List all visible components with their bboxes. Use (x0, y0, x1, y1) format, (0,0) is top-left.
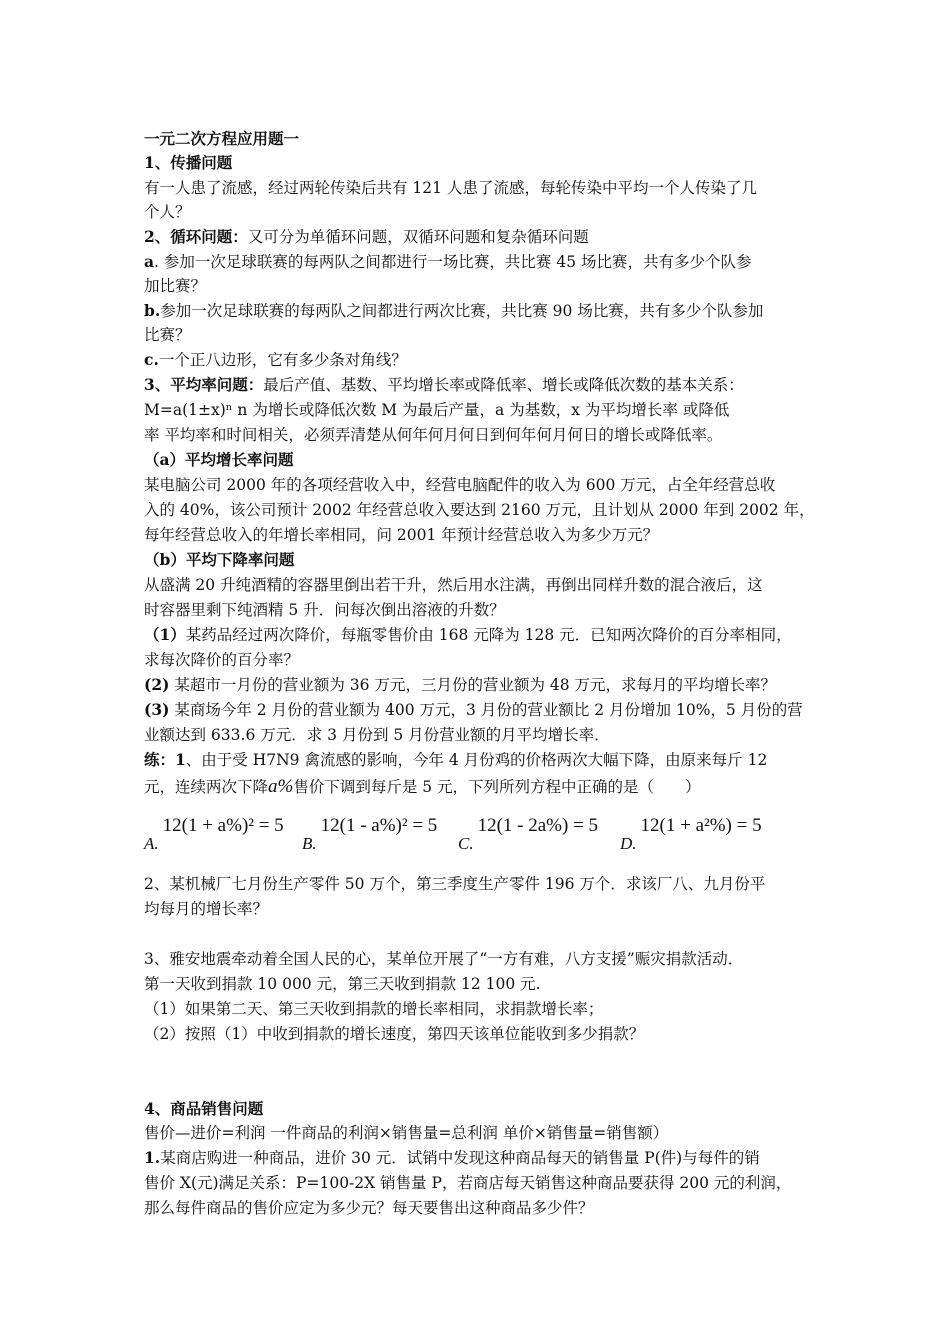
exercise-1 (144, 748, 767, 772)
section-2-desc: 又可分为单循环问题，双循环问题和复杂循环问题 (247, 228, 589, 246)
exercise-3-text: 3、雅安地震牵动着全国人民的心，某单位开展了“一方有难，八方支援”赈灾捐款活动． (144, 950, 744, 968)
exercise-2-text: 均每月的增长率？ (144, 900, 269, 918)
option-d[interactable] (620, 815, 762, 853)
question-3-text: 某商场今年 2 月份的营业额为 400 万元，3 月份的营业额比 2 月份增加 10%，5 月份的营 (169, 701, 803, 719)
section-3-heading: 3、平均率问题： (144, 375, 264, 394)
question-3-text: 业额达到 633.6 万元．求 3 月份到 5 月份营业额的月平均增长率． (144, 726, 610, 744)
subheading-growth: （a）平均增长率问题 (144, 450, 294, 469)
question-3 (144, 698, 803, 722)
section-1-text: 个人？ (144, 203, 191, 221)
option-equation: 12(1 - 2a%) = 5 (477, 815, 599, 836)
question-2-text: 某超市一月份的营业额为 36 万元，三月份的营业额为 48 万元，求每月的平均增长率？ (169, 676, 777, 694)
section-1-text: 有一人患了流感，经过两轮传染后共有 121 人患了流感，每轮传染中平均一个人传染了几 (144, 179, 757, 197)
sales-question (144, 1146, 760, 1170)
question-a-label: a (144, 252, 155, 271)
exercise-label: 练：1 (144, 750, 186, 769)
question-c-text: 一个正八边形，它有多少条对角线？ (158, 351, 407, 369)
sales-question-label: 1. (144, 1148, 161, 1167)
question-1 (144, 623, 792, 647)
option-equation: 12(1 + a²%) = 5 (640, 815, 762, 836)
section-3-desc: 最后产值、基数、平均增长率或降低率、增长或降低次数的基本关系： (263, 376, 744, 394)
section-2-heading: 2、循环问题： (144, 227, 248, 246)
option-equation: 12(1 + a%)² = 5 (162, 815, 284, 836)
decline-text: 从盛满 20 升纯酒精的容器里倒出若干升，然后用水注满，再倒出同样升数的混合液后，这 (144, 576, 763, 594)
decline-text: 时容器里剩下纯酒精 5 升．问每次倒出溶液的升数？ (144, 601, 505, 619)
question-c-label: c. (144, 350, 159, 369)
question-1-label: （1） (144, 625, 186, 644)
question-b-label: b. (144, 301, 161, 320)
question-3-label: (3) (144, 700, 170, 719)
option-label: B. (302, 834, 317, 853)
question-a-text: 加比赛？ (144, 277, 207, 295)
exercise-1-text: 元，连续两次下降 (144, 778, 269, 796)
section-4-heading: 4、商品销售问题 (144, 1099, 264, 1118)
sales-relations: 售价—进价=利润 一件商品的利润×销售量=总利润 单价×销售量=销售额） (144, 1124, 669, 1142)
exercise-1-text: 、由于受 H7N9 禽流感的影响，今年 4 月份鸡的价格两次大幅下降，由原来每斤 12 (185, 751, 768, 769)
sales-question-text: 售价 X(元)满足关系：P=100-2X 销售量 P，若商店每天销售这种商品要获得 200 元的利润， (144, 1174, 792, 1192)
question-1-text: 求每次降价的百分率？ (144, 651, 300, 669)
section-3-heading-line (144, 373, 744, 397)
option-b[interactable] (302, 815, 438, 853)
sales-question-text: 某商店购进一种商品，进价 30 元．试销中发现这种商品每天的销售量 P(件)与每件的销 (160, 1149, 760, 1167)
option-label: A. (144, 834, 159, 853)
exercise-1-text: 售价下调到每斤是 5 元，下列所列方程中正确的是（ ） (293, 778, 701, 796)
option-a[interactable] (144, 815, 284, 853)
question-b-text: 参加一次足球联赛的每两队之间都进行两次比赛，共比赛 90 场比赛，共有多少个队参加 (160, 302, 764, 320)
option-equation: 12(1 - a%)² = 5 (320, 815, 438, 836)
formula-line: M=a(1±x)ⁿ n 为增长或降低次数 M 为最后产量，a 为基数，x 为平均增长率 或降低 (144, 401, 730, 419)
question-a (144, 250, 751, 274)
growth-text: 入的 40%，该公司预计 2002 年经营总收入要达到 2160 万元，且计划从 2000 年到 2002 年， (144, 501, 815, 519)
exercise-1-text-line (144, 775, 701, 799)
exercise-3-text: 第一天收到捐款 10 000 元，第三天收到捐款 12 100 元. (144, 975, 541, 993)
growth-text: 每年经营总收入的年增长率相同，问 2001 年预计经营总收入为多少万元？ (144, 526, 659, 544)
question-c (144, 348, 407, 372)
option-c[interactable] (458, 815, 599, 853)
sales-question-text: 那么每件商品的售价应定为多少元？每天要售出这种商品多少件？ (144, 1199, 594, 1217)
question-a-text: . 参加一次足球联赛的每两队之间都进行一场比赛，共比赛 45 场比赛，共有多少个队参 (154, 253, 752, 271)
option-label: D. (620, 834, 637, 853)
question-b (144, 299, 763, 323)
question-b-text: 比赛？ (144, 326, 191, 344)
exercise-2-text: 2、某机械厂七月份生产零件 50 万个，第三季度生产零件 196 万个．求该厂八、九月份平 (144, 875, 766, 893)
document-title: 一元二次方程应用题一 (144, 129, 300, 148)
question-1-text: 某药品经过两次降价，每瓶零售价由 168 元降为 128 元．已知两次降价的百分率相同， (185, 626, 792, 644)
growth-text: 某电脑公司 2000 年的各项经营收入中，经营电脑配件的收入为 600 万元，占全年经营总收 (144, 476, 776, 494)
formula-line: 率 平均率和时间相关，必须弄清楚从何年何月何日到何年何月何日的增长或降低率。 (144, 426, 723, 444)
math-a-percent: a% (268, 776, 294, 797)
question-2-label: (2) (144, 675, 170, 694)
question-2 (144, 673, 776, 697)
subheading-decline: （b）平均下降率问题 (144, 550, 295, 569)
answer-options (144, 815, 804, 859)
exercise-3-text: （1）如果第二天、第三天收到捐款的增长率相同，求捐款增长率； (144, 1000, 604, 1018)
option-label: C. (458, 834, 474, 853)
section-2-heading-line (144, 225, 589, 249)
section-1-heading: 1、传播问题 (144, 153, 233, 172)
exercise-3-text: （2）按照（1）中收到捐款的增长速度，第四天该单位能收到多少捐款？ (144, 1025, 645, 1043)
